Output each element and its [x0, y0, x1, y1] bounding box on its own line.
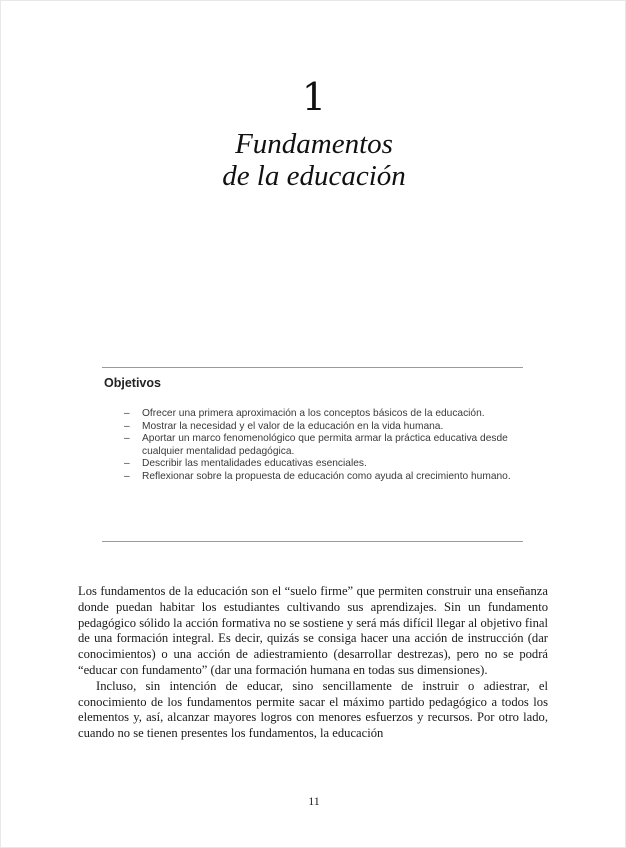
- objective-text: Mostrar la necesidad y el valor de la educación en la vida humana.: [142, 420, 444, 432]
- body-paragraph: Los fundamentos de la educación son el “suelo firme” que permiten construir una enseñanza donde puedan habitar los estudiantes cultivando sus aprendizajes. Sin un fundamento pedagógico sólido la acción formativa no se sostiene y será más difícil llegar al objetivo final de una formación integral. Es decir, quizás se consiga hacer una acción de instrucción (dar conocimientos) o una acción de adiestramiento (desarrollar destrezas), pero no se podrá “educar con fundamento” (dar una formación humana en todas sus dimensiones).: [78, 584, 548, 677]
- objectives-heading: Objetivos: [104, 376, 161, 390]
- objectives-list: [124, 408, 520, 484]
- objective-item: – Mostrar la necesidad y el valor de la educación en la vida humana.: [124, 420, 444, 432]
- chapter-title-line-1: Fundamentos: [235, 128, 393, 160]
- objective-text: Describir las mentalidades educativas esenciales.: [142, 458, 367, 470]
- chapter-title-line-2: de la educación: [222, 160, 406, 192]
- objective-text: Reflexionar sobre la propuesta de educación como ayuda al crecimiento humano.: [142, 470, 511, 482]
- objective-item: – Aportar un marco fenomenológico que permita armar la práctica educativa desde cualquier mentalidad pedagógica.: [124, 433, 508, 457]
- body-text: [78, 584, 548, 742]
- chapter-title: [1, 128, 626, 192]
- chapter-number: 1: [301, 75, 327, 119]
- objective-item: – Ofrecer una primera aproximación a los conceptos básicos de la educación.: [124, 408, 485, 419]
- body-paragraph: Incluso, sin intención de educar, sino sencillamente de instruir o adiestrar, el conocimiento de los fundamentos permite sacar el máximo partido pedagógico a todos los elementos y, así, alcanzar mayores logros con menores esfuerzos y recursos. Por otro lado, cuando no se tienen presentes los fundamentos, la educación: [78, 678, 548, 741]
- page-number: 11: [308, 794, 320, 808]
- objective-item: – Describir las mentalidades educativas esenciales.: [124, 458, 367, 470]
- objective-item: – Reflexionar sobre la propuesta de educación como ayuda al crecimiento humano.: [124, 470, 511, 482]
- objective-text: Aportar un marco fenomenológico que permita armar la práctica educativa desde cualquier mentalidad pedagógica.: [142, 433, 508, 457]
- objectives-box: [102, 367, 523, 542]
- objective-text: Ofrecer una primera aproximación a los conceptos básicos de la educación.: [142, 408, 485, 419]
